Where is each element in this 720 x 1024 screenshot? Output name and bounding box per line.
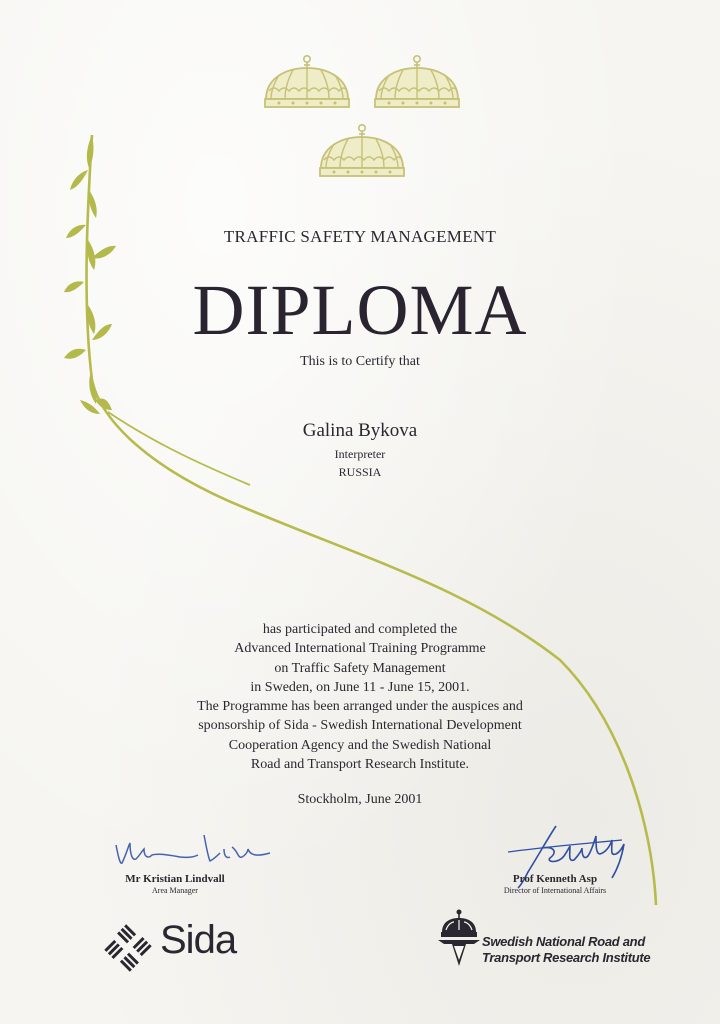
body-line: Advanced International Training Programme xyxy=(234,641,486,657)
signer-right-title: Director of International Affairs xyxy=(503,886,607,895)
programme-subtitle: TRAFFIC SAFETY MANAGEMENT xyxy=(223,227,497,246)
crown-v-icon xyxy=(436,908,482,970)
certificate-body xyxy=(0,620,720,774)
certify-line: This is to Certify that xyxy=(300,354,420,369)
body-line: sponsorship of Sida - Swedish International Development xyxy=(198,718,522,734)
body-line: Road and Transport Research Institute. xyxy=(250,757,470,773)
signer-left-name: Mr Kristian Lindvall xyxy=(125,873,225,885)
vti-logo xyxy=(436,908,676,974)
recipient-role: Interpreter xyxy=(334,447,386,461)
signature-left xyxy=(108,825,278,875)
sida-logo xyxy=(100,918,250,974)
signer-right-name: Prof Kenneth Asp xyxy=(512,873,598,885)
recipient-name: Galina Bykova xyxy=(302,420,418,441)
body-line: has participated and completed the xyxy=(262,622,458,637)
sida-wordmark: Sida xyxy=(160,918,237,962)
vti-wordmark-line2: Transport Research Institute xyxy=(482,950,651,965)
recipient-country: RUSSIA xyxy=(338,465,382,479)
vti-wordmark xyxy=(482,934,650,966)
body-line: on Traffic Safety Management xyxy=(274,660,446,676)
signer-right xyxy=(470,873,640,895)
sida-diamond-icon xyxy=(100,920,156,976)
vti-wordmark-line1: Swedish National Road and xyxy=(482,934,645,949)
body-line: The Programme has been arranged under the auspices and xyxy=(197,699,523,715)
body-line: Cooperation Agency and the Swedish National xyxy=(228,737,492,753)
place-date: Stockholm, June 2001 xyxy=(297,792,423,807)
diploma-title: DIPLOMA xyxy=(192,270,528,350)
signer-left-title: Area Manager xyxy=(152,886,198,895)
signer-left xyxy=(95,873,255,895)
body-line: in Sweden, on June 11 - June 15, 2001. xyxy=(250,679,470,695)
